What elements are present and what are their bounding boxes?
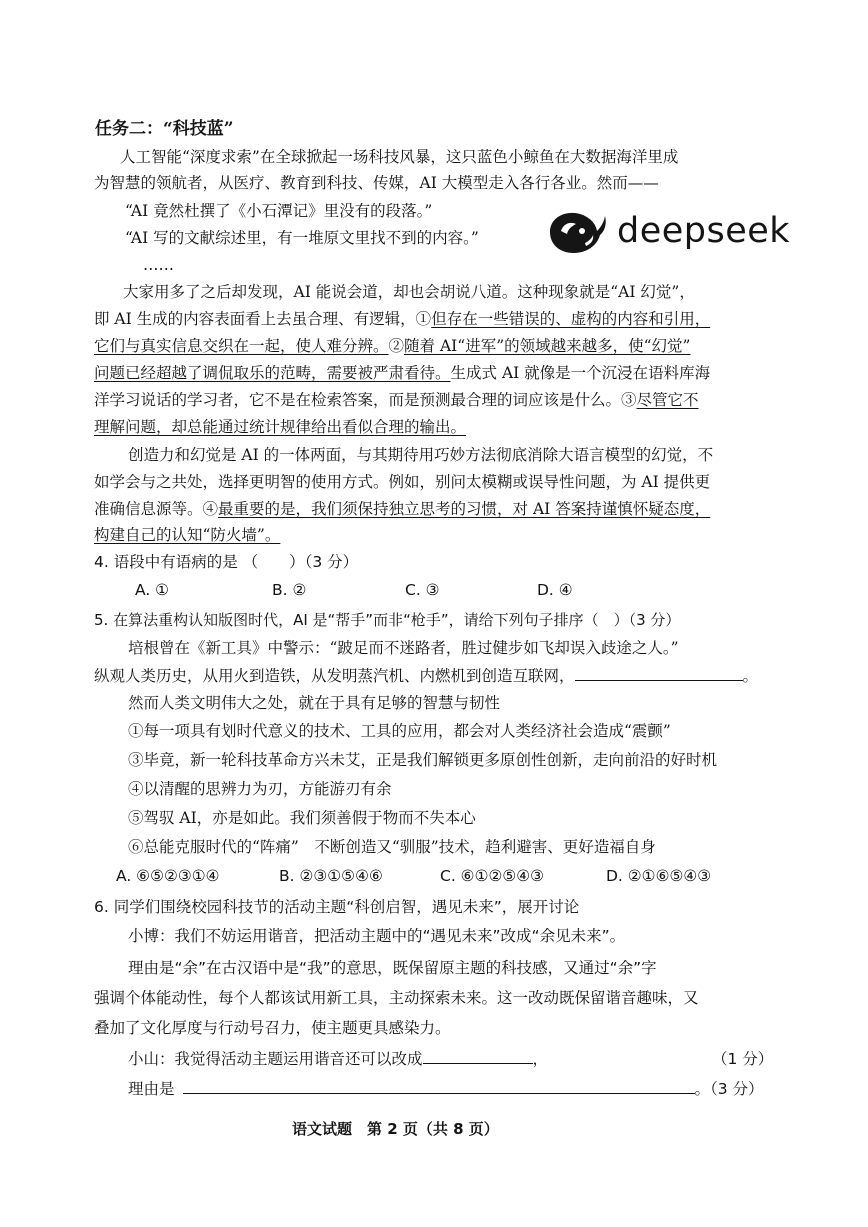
question-4-stem: 4. 语段中有语病的是 （ ）（3 分）: [94, 553, 359, 571]
deepseek-logo: [545, 207, 790, 255]
underlined-sentence: 随着 AI“进军”的领域越来越多，使“幻觉”: [404, 337, 691, 355]
q5-sentence: ⑤驾驭 AI，亦是如此。我们须善假于物而不失本心: [128, 809, 476, 827]
paragraph-line: 即 AI 生成的内容表面看上去虽合理、有逻辑，①但存在一些错误的、虚构的内容和引用，: [94, 310, 711, 328]
q5-option-b: B. ②③①⑤④⑥: [279, 867, 383, 885]
q5-option-c: C. ⑥①②⑤④③: [440, 867, 545, 885]
answer-blank[interactable]: [183, 1079, 695, 1094]
underlined-sentence: 它们与真实信息交织在一起，使人难分辨。: [94, 337, 389, 355]
q6-xiaobo: 小博：我们不妨运用谐音，把活动主题中的“遇见未来”改成“余见未来”。: [128, 927, 626, 945]
question-5-stem: 5. 在算法重构认知版图时代，AI 是“帮手”而非“枪手”，请给下列句子排序（ ）（3 分）: [94, 611, 681, 629]
paragraph-line: 为智慧的领航者，从医疗、教育到科技、传媒，AI 大模型走入各行各业。然而——: [94, 174, 659, 192]
underlined-sentence: 最重要的是，我们须保持独立思考的习惯，对 AI 答案持谨慎怀疑态度，: [218, 500, 711, 518]
paragraph-line: 大家用多了之后却发现，AI 能说会道，却也会胡说八道。这种现象就是“AI 幻觉”，: [123, 283, 695, 301]
q5-sentence: ①每一项具有划时代意义的技术、工具的应用，都会对人类经济社会造成“震颤”: [128, 722, 671, 740]
q4-option-b: B. ②: [272, 581, 307, 599]
quote-line: “AI 竟然杜撰了《小石潭记》里没有的段落。”: [125, 202, 433, 220]
paragraph-line: 洋学习说话的学习者，它不是在检索答案，而是预测最合理的词应该是什么。③尽管它不: [94, 391, 699, 409]
whale-logo-icon: [545, 207, 607, 255]
paragraph-line: 人工智能“深度求索”在全球掀起一场科技风暴，这只蓝色小鲸鱼在大数据海洋里成: [120, 148, 679, 166]
ellipsis: ……: [143, 256, 174, 274]
paragraph-line: [94, 416, 466, 438]
answer-blank[interactable]: [575, 666, 743, 681]
paragraph-line: 创造力和幻觉是 AI 的一体两面，与其期待用巧妙方法彻底消除大语言模型的幻觉，不: [128, 446, 714, 464]
quote-line: “AI 写的文献综述里，有一堆原文里找不到的内容。”: [125, 229, 479, 247]
q5-option-a: A. ⑥⑤②③①④: [116, 867, 220, 885]
q4-option-c: C. ③: [405, 581, 440, 599]
q6-reason-line: 理由是“余”在古汉语中是“我”的意思，既保留原主题的科技感，又通过“余”字: [128, 959, 657, 977]
underlined-sentence: 构建自己的认知“防火墙”。: [94, 526, 281, 544]
task-title: 任务二：“科技蓝”: [95, 119, 234, 139]
underlined-sentence: 但存在一些错误的、虚构的内容和引用，: [431, 310, 711, 328]
paragraph-line: [94, 524, 280, 546]
paragraph-line: 如学会与之共处，选择更明智的使用方式。例如，别问太模糊或误导性问题，为 AI 提供更: [94, 473, 711, 491]
q5-sentence: ③毕竟，新一轮科技革命方兴未艾，正是我们解锁更多原创性创新，走向前沿的好时机: [128, 751, 718, 769]
q4-option-a: A. ①: [135, 581, 170, 599]
paragraph-line: 问题已经超越了调侃取乐的范畴，需要被严肃看待。生成式 AI 就像是一个沉浸在语料库海: [94, 364, 711, 382]
paragraph-line: 准确信息源等。④最重要的是，我们须保持独立思考的习惯，对 AI 答案持谨慎怀疑态度，: [94, 500, 711, 518]
q6-xiaoshan: 小山：我觉得活动主题运用谐音还可以改成 ，: [128, 1050, 549, 1068]
q6-reason-line: 叠加了文化厚度与行动号召力，使主题更具感染力。: [94, 1019, 451, 1037]
page-footer: 语文试题 第 2 页（共 8 页）: [292, 1120, 499, 1138]
underlined-sentence: 理解问题，却总能通过统计规律给出看似合理的输出。: [94, 418, 467, 436]
deepseek-wordmark: deepseek: [617, 211, 791, 251]
answer-blank[interactable]: [423, 1049, 533, 1064]
q5-sentence: ④以清醒的思辨力为刃，方能游刃有余: [128, 780, 392, 798]
q5-sentence: 然而人类文明伟大之处，就在于具有足够的智慧与韧性: [128, 694, 501, 712]
underlined-sentence: 问题已经超越了调侃取乐的范畴，需要被严肃看待。: [94, 364, 451, 382]
q4-option-d: D. ④: [537, 581, 573, 599]
q6-reason-line: 强调个体能动性，每个人都该试用新工具，主动探索未来。这一改动既保留谐音趣味，又: [94, 989, 699, 1007]
q5-option-d: D. ②①⑥⑤④③: [606, 867, 712, 885]
q5-intro-line: 培根曾在《新工具》中警示：“跛足而不迷路者，胜过健步如飞却误入歧途之人。”: [128, 639, 679, 657]
q5-intro-line: 纵观人类历史，从用火到造铁，从发明蒸汽机、内燃机到创造互联网， 。: [94, 667, 759, 685]
paragraph-line: 它们与真实信息交织在一起，使人难分辨。②随着 AI“进军”的领域越来越多，使“幻觉”: [94, 337, 691, 355]
underlined-sentence: 尽管它不: [636, 391, 699, 409]
q5-sentence: ⑥总能克服时代的“阵痛” 不断创造又“驯服”技术，趋利避害、更好造福自身: [128, 838, 656, 856]
q6-reason2: 理由是 。（3 分）: [128, 1080, 764, 1098]
question-6-stem: 6. 同学们围绕校园科技节的活动主题“科创启智，遇见未来”，展开讨论: [94, 898, 580, 916]
q6-xiaoshan-score: （1 分）: [712, 1050, 774, 1068]
